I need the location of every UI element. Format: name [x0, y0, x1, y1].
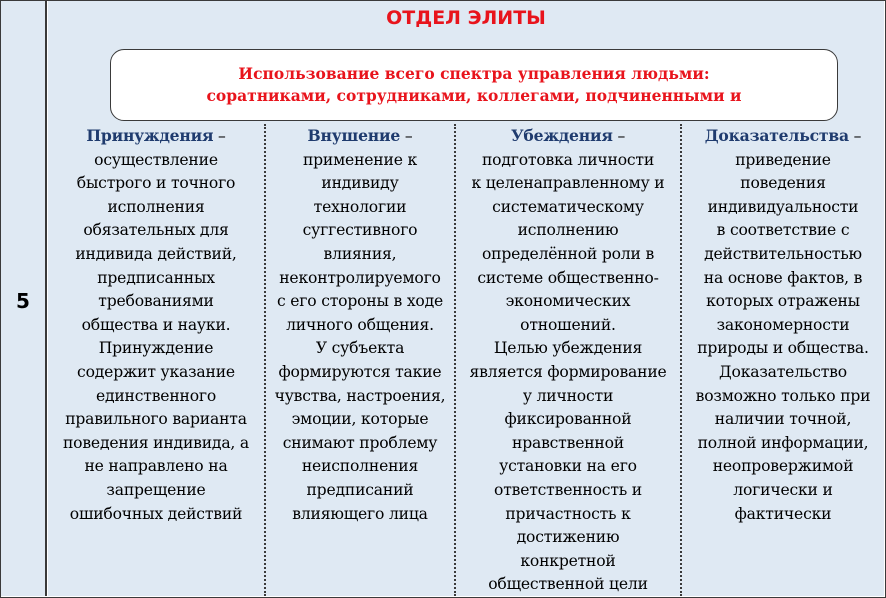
column-text-line: экономических: [505, 292, 631, 311]
row-number: 5: [16, 289, 30, 313]
column-text-line: содержит указание: [77, 362, 235, 381]
column-text-line: нравственной: [512, 433, 624, 452]
column-text-line: систематическому: [492, 197, 644, 216]
column-text-line: причастность к: [505, 504, 631, 523]
methods-columns: [48, 124, 884, 596]
column-text-line: индивидуальности: [707, 197, 859, 216]
column-text-line: исполнения: [107, 197, 205, 216]
column-text-line: суггестивного: [302, 221, 418, 240]
column-text-line: чувства, настроения,: [274, 386, 446, 405]
column-text-line: возможно только при: [695, 386, 871, 405]
column-text-line: снимают проблему: [282, 433, 438, 452]
column-text-line: в соответствие с: [716, 221, 850, 240]
column-text-line: применение к: [302, 150, 418, 169]
column-text-line: поведения: [740, 174, 826, 193]
column-text-line: личного общения.: [286, 315, 434, 334]
column-text-line: конкретной: [520, 551, 616, 570]
column-text-line: не направлено на: [84, 457, 228, 476]
column-text-line: технологии: [313, 197, 407, 216]
column-text-line: общества и науки.: [81, 315, 231, 334]
column-heading-line: [48, 124, 264, 149]
column-text-line: индивида действий,: [75, 244, 237, 263]
column-text-line: неисполнения: [301, 457, 419, 476]
column-text-line: Принуждение: [98, 339, 214, 358]
column-text-line: неопровержимой: [712, 457, 854, 476]
column-text-line: У субъекта: [315, 339, 405, 358]
banner-line-2: соратниками, сотрудниками, коллегами, подчиненными и: [206, 86, 742, 105]
column-text-line: наличии точной,: [714, 410, 852, 429]
heading-dash: –: [612, 127, 626, 145]
column-text-line: которых отражены: [706, 292, 860, 311]
column-text-line: логически и: [733, 480, 833, 499]
column-text-line: действительностью: [704, 244, 862, 263]
column-text-line: отношений.: [520, 315, 616, 334]
column-text-line: запрещение: [106, 480, 206, 499]
column-text-line: установки на его: [499, 457, 637, 476]
column-text-line: единственного: [95, 386, 217, 405]
column-text-line: достижению: [516, 528, 620, 547]
column-text-line: предписаний: [306, 480, 414, 499]
column-text-line: полной информации,: [697, 433, 869, 452]
column-text-line: фиксированной: [504, 410, 632, 429]
column-heading: Принуждения: [86, 126, 214, 145]
column-heading: Убеждения: [510, 126, 613, 145]
column-coercion: [48, 124, 264, 596]
column-text-line: ошибочных действий: [69, 504, 243, 523]
banner-line-1: Использование всего спектра управления людьми:: [238, 64, 710, 83]
column-text-line: системе общественно-: [477, 268, 659, 287]
column-text-line: Целью убеждения: [493, 339, 643, 358]
heading-dash: –: [400, 127, 413, 145]
column-text-line: требованиями: [98, 292, 214, 311]
heading-dash: –: [213, 127, 226, 145]
column-text-line: с его стороны в ходе: [276, 292, 444, 311]
heading-dash: –: [848, 127, 862, 145]
column-heading-line: [682, 124, 884, 149]
column-text-line: поведения индивида, а: [62, 433, 250, 452]
column-suggestion: [266, 124, 454, 596]
column-text-line: правильного варианта: [65, 410, 247, 429]
column-text-line: Доказательство: [719, 362, 847, 381]
summary-banner: [110, 49, 838, 121]
column-text-line: влияющего лица: [292, 504, 428, 523]
column-heading: Внушение: [307, 126, 401, 145]
column-text-line: формируются такие: [278, 362, 442, 381]
column-text-line: индивиду: [321, 174, 399, 193]
column-text-line: неконтролируемого: [279, 268, 441, 287]
column-text-line: у личности: [522, 386, 614, 405]
column-persuasion: [456, 124, 680, 596]
column-text-line: осуществление: [94, 150, 218, 169]
column-text-line: на основе фактов, в: [703, 268, 863, 287]
column-text-line: ответственность и: [494, 480, 642, 499]
column-heading-line: [266, 124, 454, 149]
column-text-line: определённой роли в: [481, 244, 655, 263]
column-proof: [682, 124, 884, 596]
column-text-line: влияния,: [323, 244, 397, 263]
column-text-line: закономерности: [716, 315, 850, 334]
column-text-line: подготовка личности: [481, 150, 655, 169]
column-heading-line: [456, 124, 680, 149]
column-text-line: предписанных: [97, 268, 215, 287]
column-text-line: общественной цели: [488, 575, 648, 594]
section-title: ОТДЕЛ ЭЛИТЫ: [386, 7, 546, 29]
column-text-line: исполнению: [517, 221, 619, 240]
column-text-line: является формирование: [469, 362, 667, 381]
column-heading: Доказательства: [704, 126, 849, 145]
column-text-line: фактически: [734, 504, 832, 523]
column-text-line: к целенаправленному и: [471, 174, 665, 193]
column-text-line: природы и общества.: [697, 339, 869, 358]
column-text-line: обязательных для: [83, 221, 229, 240]
row-number-cell: [1, 1, 47, 596]
content-cell: [48, 1, 884, 596]
column-text-line: эмоции, которые: [291, 410, 429, 429]
column-text-line: быстрого и точного: [76, 174, 236, 193]
column-text-line: приведение: [735, 150, 831, 169]
